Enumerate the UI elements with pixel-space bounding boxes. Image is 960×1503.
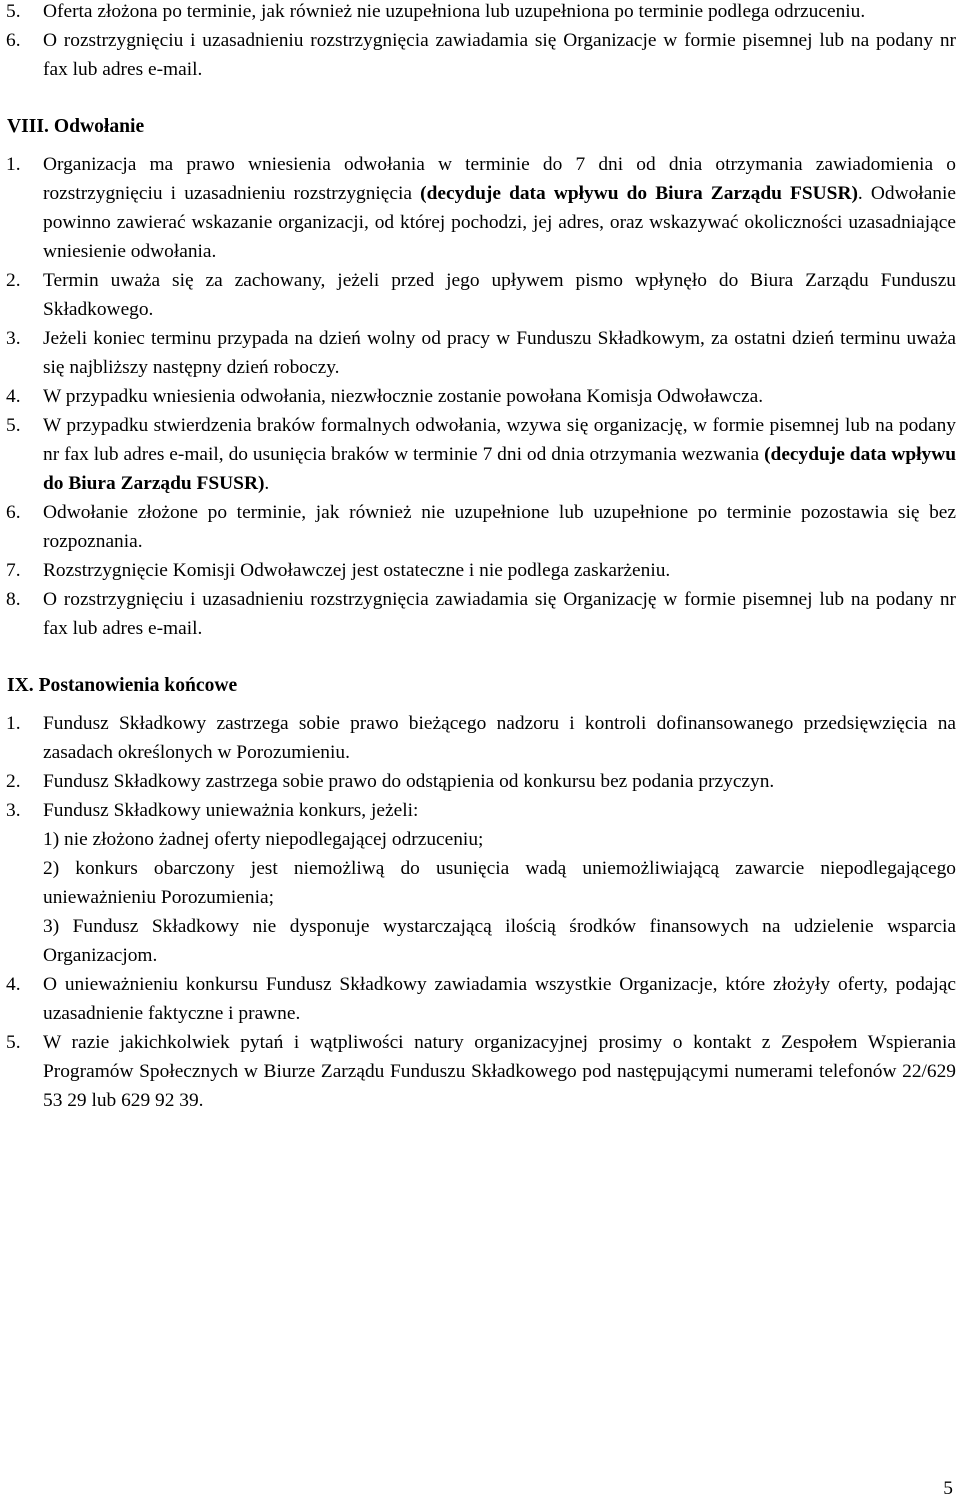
item-text: W przypadku wniesienia odwołania, niezwłocznie zostanie powołana Komisja Odwoławcza.: [43, 386, 764, 407]
list-item: [6, 411, 956, 498]
item-number: 3.: [6, 800, 21, 821]
item-number: 8.: [6, 589, 21, 610]
item-number: 6.: [6, 502, 21, 523]
list-item: [6, 150, 956, 266]
document-page: [6, 0, 956, 1115]
list-item: [6, 498, 956, 556]
item-text: Fundusz Składkowy zastrzega sobie prawo bieżącego nadzoru i kontroli dofinansowanego przedsięwzięcia na zasadach określonych w Porozumieniu.: [43, 713, 956, 763]
item-number: 4.: [6, 386, 21, 407]
item-number: 3.: [6, 328, 21, 349]
section-heading-viii: VIII. Odwołanie: [7, 116, 145, 137]
item-text: W przypadku stwierdzenia braków formalnych odwołania, wzywa się organizację, w formie pisemnej lub na podany nr fax lub adres e-mail, do usunięcia braków w terminie 7 dni od dnia otrzymania wezwania: [43, 415, 956, 465]
list-item: [6, 0, 956, 26]
item-text: Fundusz Składkowy unieważnia konkurs, jeżeli:: [43, 800, 419, 821]
list-item: [6, 585, 956, 643]
item-number: 7.: [6, 560, 21, 581]
sublist-item: 1) nie złożono żadnej oferty niepodlegającej odrzuceniu;: [43, 829, 484, 850]
item-text: O rozstrzygnięciu i uzasadnieniu rozstrzygnięcia zawiadamia się Organizację w formie pisemnej lub na podany nr fax lub adres e-mail.: [43, 589, 956, 639]
item-text: Termin uważa się za zachowany, jeżeli przed jego upływem pismo wpłynęło do Biura Zarządu Funduszu Składkowego.: [43, 270, 956, 320]
item-number: 1.: [6, 154, 21, 175]
list-item: [6, 26, 956, 84]
item-text: W razie jakichkolwiek pytań i wątpliwości natury organizacyjnej prosimy o kontakt z Zespołem Wspierania Programów Społecznych w Biurze Zarządu Funduszu Składkowego pod następującymi numerami telefonów 22/629 53 29 lub 629 92 39.: [43, 1032, 956, 1111]
list-item: [6, 266, 956, 324]
item-text: Organizacja ma prawo wniesienia odwołania w terminie do 7 dni od dnia otrzymania zawiadomienia o rozstrzygnięciu i uzasadnieniu rozstrzygnięcia: [43, 154, 956, 204]
list-item: [6, 1028, 956, 1115]
list-item: [6, 767, 956, 796]
item-text: Oferta złożona po terminie, jak również nie uzupełniona lub uzupełniona po terminie podlega odrzuceniu.: [43, 1, 866, 22]
item-text: .: [264, 473, 270, 494]
top-list: [6, 0, 956, 84]
item-text: Jeżeli koniec terminu przypada na dzień wolny od pracy w Funduszu Składkowym, za ostatni dzień terminu uważa się najbliższy następny dzień roboczy.: [43, 328, 956, 378]
list-item: [6, 324, 956, 382]
section-ix-list: [6, 709, 956, 1115]
item-text: . Odwołanie powinno zawierać wskazanie organizacji, od której pochodzi, jej adres, oraz wskazywać okoliczności uzasadniające wniesienie odwołania.: [43, 183, 956, 262]
item-number: 1.: [6, 713, 21, 734]
item-bold-text: (decyduje data wpływu do Biura Zarządu FSUSR): [420, 183, 858, 204]
section-heading-ix: IX. Postanowienia końcowe: [7, 675, 238, 696]
sublist-item: 3) Fundusz Składkowy nie dysponuje wystarczającą ilością środków finansowych na udzielenie wsparcia Organizacjom.: [43, 916, 956, 966]
item-text: Rozstrzygnięcie Komisji Odwoławczej jest ostateczne i nie podlega zaskarżeniu.: [43, 560, 671, 581]
sublist: [43, 825, 956, 970]
list-item: [6, 709, 956, 767]
list-item: [6, 556, 956, 585]
list-item: [6, 970, 956, 1028]
item-text: Fundusz Składkowy zastrzega sobie prawo do odstąpienia od konkursu bez podania przyczyn.: [43, 771, 775, 792]
sublist-item: 2) konkurs obarczony jest niemożliwą do usunięcia wadą uniemożliwiającą zawarcie niepodlegającego unieważnieniu Porozumienia;: [43, 858, 956, 908]
item-number: 6.: [6, 30, 21, 51]
item-text: O unieważnieniu konkursu Fundusz Składkowy zawiadamia wszystkie Organizacje, które złożyły oferty, podając uzasadnienie faktyczne i prawne.: [43, 974, 956, 1024]
item-number: 5.: [6, 1032, 21, 1053]
item-text: Odwołanie złożone po terminie, jak również nie uzupełnione lub uzupełnione po terminie pozostawia się bez rozpoznania.: [43, 502, 956, 552]
item-number: 4.: [6, 974, 21, 995]
list-item: [6, 382, 956, 411]
item-number: 2.: [6, 771, 21, 792]
item-number: 5.: [6, 1, 21, 22]
item-number: 5.: [6, 415, 21, 436]
page-number: 5: [943, 1478, 953, 1499]
item-bold-text: (decyduje data wpływu do Biura Zarządu FSUSR): [43, 444, 956, 494]
list-item: [6, 796, 956, 970]
item-number: 2.: [6, 270, 21, 291]
item-text: O rozstrzygnięciu i uzasadnieniu rozstrzygnięcia zawiadamia się Organizacje w formie pisemnej lub na podany nr fax lub adres e-mail.: [43, 30, 956, 80]
section-viii-list: [6, 150, 956, 643]
